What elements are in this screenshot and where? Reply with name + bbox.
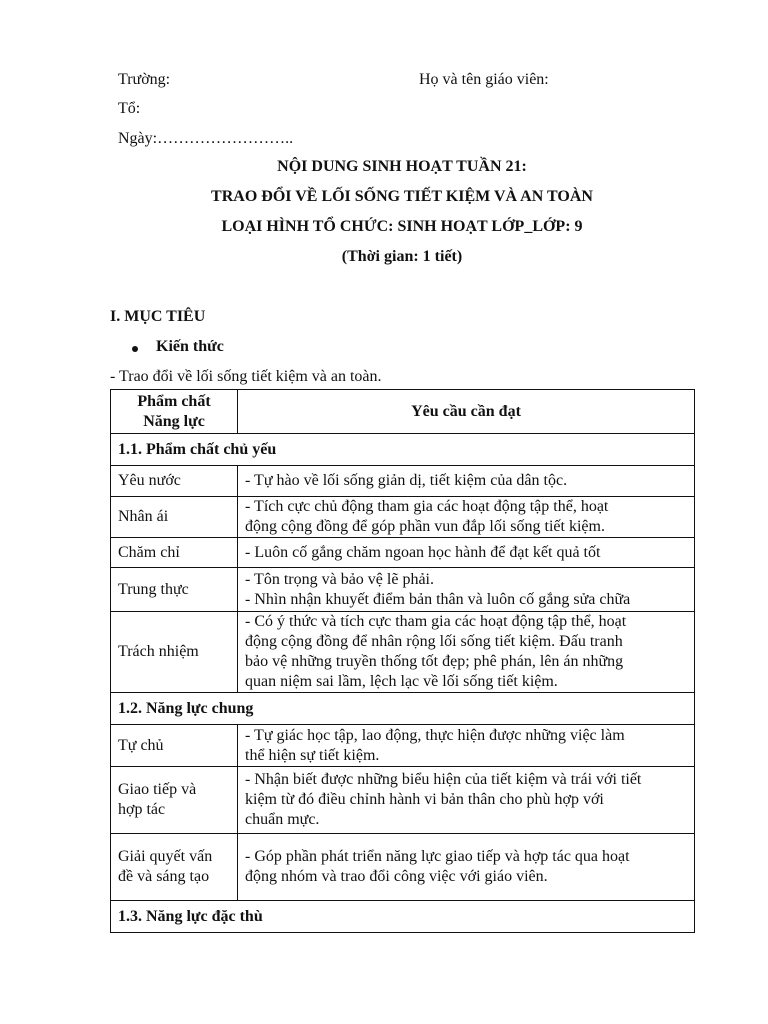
bullet-knowledge: Kiến thức: [156, 338, 224, 355]
table-row: [111, 725, 695, 767]
date-label: Ngày:……………………..: [118, 130, 294, 147]
section-cell: 1.2. Năng lực chung: [111, 693, 695, 725]
teacher-name-label: Họ và tên giáo viên:: [419, 71, 549, 88]
row-content: - Góp phần phát triển năng lực giao tiếp và hợp tác qua hoạt động nhóm và trao đổi công việc với giáo viên.: [238, 834, 695, 901]
section-row-1-3: [111, 901, 695, 933]
row-content: - Có ý thức và tích cực tham gia các hoạt động tập thể, hoạt động cộng đồng để nhân rộng lối sống tiết kiệm. Đấu tranh bảo vệ những truyền thống tốt đẹp; phê phán, lên án những quan niệm sai lầm, lệch lạc về lối sống tiết kiệm.: [238, 612, 695, 693]
table-row: [111, 612, 695, 693]
row-label: Nhân ái: [111, 497, 238, 538]
table-row: [111, 767, 695, 834]
table-row: [111, 834, 695, 901]
row-label: Trách nhiệm: [111, 612, 238, 693]
doc-title-format: LOẠI HÌNH TỔ CHỨC: SINH HOẠT LỚP_LỚP: 9: [221, 218, 583, 235]
row-content: - Luôn cố gắng chăm ngoan học hành để đạt kết quả tốt: [238, 538, 695, 568]
row-content: - Tự hào về lối sống giản dị, tiết kiệm của dân tộc.: [238, 466, 695, 497]
row-label: Yêu nước: [111, 466, 238, 497]
table-row: [111, 568, 695, 612]
table-header-row: [111, 390, 695, 434]
table-row: [111, 497, 695, 538]
row-content: - Tích cực chủ động tham gia các hoạt động tập thể, hoạt động cộng đồng để góp phần vun đắp lối sống tiết kiệm.: [238, 497, 695, 538]
section-cell: 1.1. Phẩm chất chủ yếu: [111, 434, 695, 466]
row-content: - Nhận biết được những biểu hiện của tiết kiệm và trái với tiết kiệm từ đó điều chỉnh hành vi bản thân cho phù hợp với chuẩn mực.: [238, 767, 695, 834]
school-label: Trường:: [118, 71, 171, 88]
row-label: Trung thực: [111, 568, 238, 612]
doc-title-week: NỘI DUNG SINH HOẠT TUẦN 21:: [277, 158, 527, 175]
section-heading: I. MỤC TIÊU: [110, 308, 206, 325]
row-content: - Tự giác học tập, lao động, thực hiện được những việc làm thể hiện sự tiết kiệm.: [238, 725, 695, 767]
row-label: Giao tiếp và hợp tác: [111, 767, 238, 834]
header-cell-requirement: Yêu cầu cần đạt: [238, 390, 695, 434]
row-content: - Tôn trọng và bảo vệ lẽ phải. - Nhìn nhận khuyết điểm bản thân và luôn cố gắng sửa chữa: [238, 568, 695, 612]
objectives-table: [110, 389, 695, 933]
bullet-dot-icon: [132, 346, 138, 352]
section-cell: 1.3. Năng lực đặc thù: [111, 901, 695, 933]
group-label: Tổ:: [118, 100, 141, 117]
row-label: Tự chủ: [111, 725, 238, 767]
intro-text: - Trao đổi về lối sống tiết kiệm và an toàn.: [110, 368, 382, 385]
doc-title-topic: TRAO ĐỔI VỀ LỐI SỐNG TIẾT KIỆM VÀ AN TOÀN: [211, 188, 593, 205]
table-row: [111, 538, 695, 568]
doc-title-duration: (Thời gian: 1 tiết): [341, 248, 463, 265]
table-row: [111, 466, 695, 497]
row-label: Giải quyết vấn đề và sáng tạo: [111, 834, 238, 901]
section-row-1-1: [111, 434, 695, 466]
section-row-1-2: [111, 693, 695, 725]
header-cell-quality: Phẩm chất Năng lực: [111, 390, 238, 434]
row-label: Chăm chỉ: [111, 538, 238, 568]
